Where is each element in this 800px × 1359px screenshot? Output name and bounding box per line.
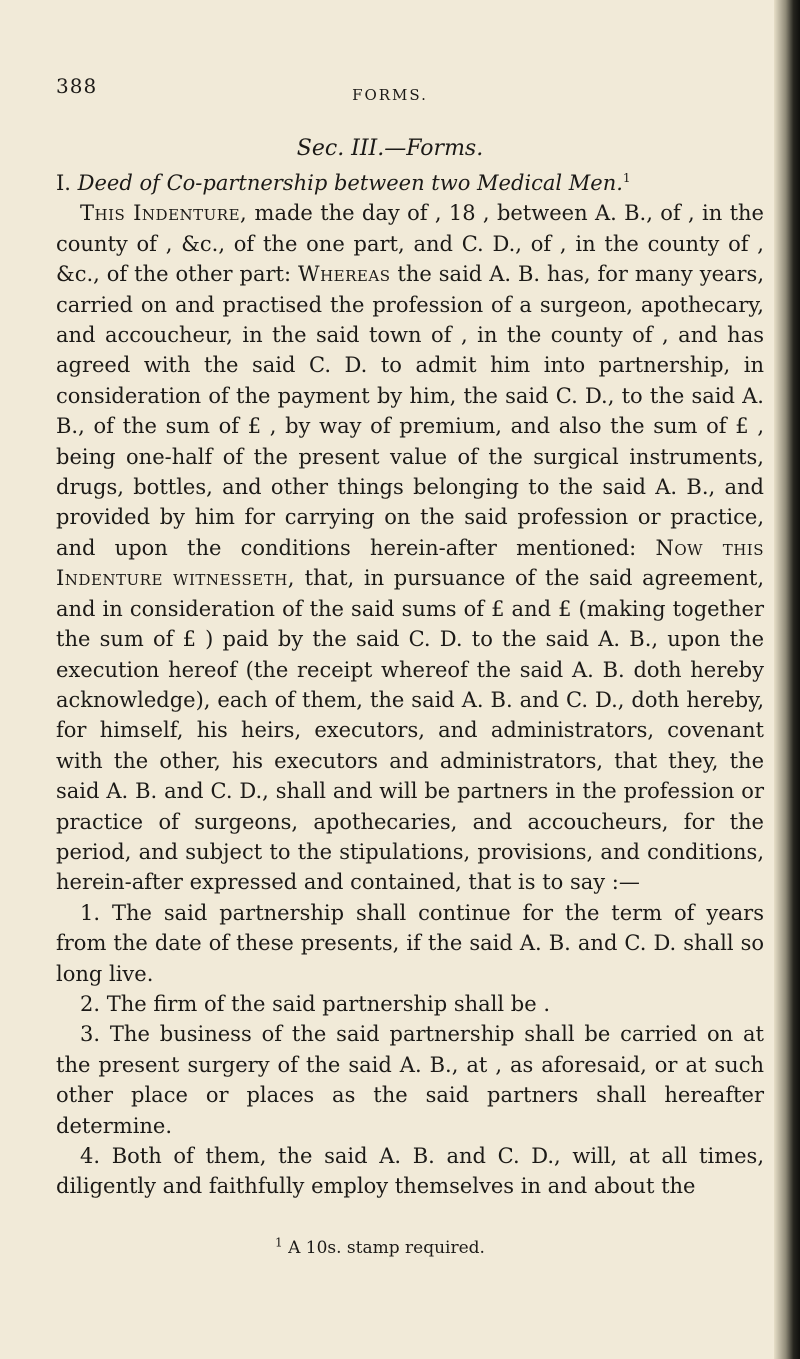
footnote [0, 1235, 760, 1258]
recital-paragraph [56, 198, 764, 897]
lead-words-indenture: This Indenture, [80, 201, 248, 226]
deed-number: I. [56, 171, 71, 195]
footnote-marker: 1 [275, 1235, 283, 1250]
whereas-text: the said A. B. has, for many years, carried on and practised the profession of a surgeon, apothecary, and accoucheur, in the said town of , in the county of , and has agreed with the said C. D. to admit him into partnership, in consideration of the payment by him, the said C. D., to the said A. B., of the sum of £ , by way of premium, and also the sum of £ , being one-half of the present value of the surgical instruments, drugs, bottles, and other things belonging to the said A. B., and provided by him for carrying on the said profession or practice, and upon the conditions herein-after mentioned: [56, 262, 765, 560]
clause-2: 2. The firm of the said partnership shall be . [80, 991, 550, 1016]
parties-text: made the day of , 18 , between A. B., of , in the county of , &c., of the one part, and C. D., of , in the county of , &c., of the other part: [56, 201, 764, 287]
running-head: FORMS. [352, 86, 428, 104]
footnote-reference: 1 [622, 171, 631, 185]
footnote-text: A 10s. stamp required. [288, 1238, 485, 1258]
body-text [56, 168, 764, 1202]
clause-3: 3. The business of the said partnership shall be carried on at the present surgery of the said A. B., at , as aforesaid, or at such other place or places as the said partners shall hereafter determine. [56, 1022, 764, 1138]
lead-words-whereas: Whereas [298, 262, 391, 287]
clause-4: 4. Both of them, the said A. B. and C. D., will, at all times, diligently and faithfully employ themselves in and about the [56, 1144, 764, 1199]
page-edge-shadow [774, 0, 800, 1359]
section-heading: Sec. III.—Forms. [296, 136, 484, 161]
deed-heading [56, 168, 764, 198]
page-number: 388 [56, 74, 98, 98]
lead-words-witnesseth: Now this Indenture witnesseth, [56, 535, 765, 591]
witnesseth-text: that, in pursuance of the said agreement, and in consideration of the said sums of £ and £ (making together the sum of £ ) paid by the said C. D. to the said A. B., upon the execution hereof (the receipt whereof the said A. B. doth hereby acknowledge), each of them, the said A. B. and C. D., doth hereby, for himself, his heirs, executors, and administrators, covenant with the other, his executors and administrators, that they, the said A. B. and C. D., shall and will be partners in the profession or practice of surgeons, apothecaries, and accoucheurs, for the period, and subject to the stipulations, provisions, and conditions, herein-after expressed and contained, that is to say :— [56, 566, 764, 895]
deed-title: Deed of Co-partnership between two Medical Men. [77, 171, 623, 195]
clause-1: 1. The said partnership shall continue for the term of years from the date of these presents, if the said A. B. and C. D. shall so long live. [56, 900, 764, 986]
